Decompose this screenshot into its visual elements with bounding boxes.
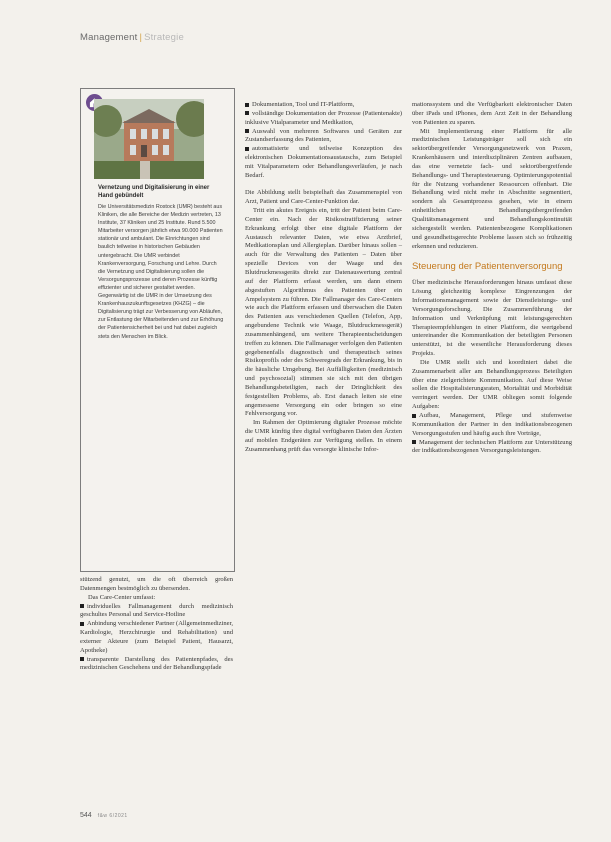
- running-header: Management | Strategie: [80, 32, 184, 43]
- column-1: [80, 576, 233, 673]
- bullet-square-icon: [245, 129, 249, 133]
- magazine-name: f&w 6/2021: [97, 813, 128, 819]
- col1-bullet-1: individuelles Fallmanagement durch medizinisch geschultes Personal und Service-Hotline: [80, 602, 233, 619]
- col2-bullet-2: vollständige Dokumentation der Prozesse (Patientenakte) inklusive Vitalparameter und Medikation,: [245, 109, 402, 126]
- col2-bullet-1: Dokumentation, Tool und IT-Plattform,: [245, 101, 402, 110]
- col3-paragraph-2: Mit Implementierung einer Plattform für alle medizinischen Leistungsträger soll sich ein sektorübergreifender Versorgungsnetzwerk von Praxen, Krankenhäusern und interdisziplinären Zentren aufbauen, das eine vernetzte fach- und sektorübergreifende Behandlungs- und Therapiesteuerung. Optimierungspotential für die Nutzung vorhandener Ressourcen offenbart. Die Behandlung wird nicht mehr in Abschnitte segmentiert, sondern als Gesamtprozess gesehen, wie in einem einheitlichen Behandlungsübergreifenden Qualitätsmanagement und Behandlungskontinuität sichergestellt werden. Patientenbezogene Komplikationen und gesundheitsgerechte Probleme lassen sich so frühzeitig erkennen und reduzieren.: [412, 127, 572, 250]
- page-number: 544: [80, 812, 92, 819]
- column-2: [245, 101, 402, 455]
- bullet-square-icon: [245, 111, 249, 115]
- col2-paragraph-1: Die Abbildung stellt beispielhaft das Zusammenspiel von Arzt, Patient und Care-Center-Funktion dar.: [245, 189, 402, 206]
- section-heading: Steuerung der Patientenversorgung: [412, 261, 563, 273]
- bullet-square-icon: [80, 604, 84, 608]
- col1-paragraph-2: Das Care-Center umfasst:: [88, 593, 156, 601]
- subsection-label: Strategie: [144, 32, 184, 43]
- bullet-square-icon: [80, 622, 84, 626]
- col3-bullet-2: Management der technischen Plattform zur Unterstützung der indikationsbezogenen Versorgungsleistungen.: [412, 438, 572, 455]
- bullet-square-icon: [245, 147, 249, 151]
- page-footer: [80, 812, 128, 819]
- col3-paragraph-3: Über medizinische Herausforderungen hinaus umfasst diese Lösung gleichzeitig komplexe Eingrenzungen der Informationsmanagement sowie der Dienstleistungs- und Versorgungsforschung. Die Zusammenführung der Information und Verknüpfung mit leistungsgerechten Therapieempfehlungen in einer Plattform, die wertgebend untereinander die Kommunikation der beteiligten Personen unterstützt, ist die wesentliche Herausforderung dieses Projekts.: [412, 279, 572, 358]
- column-3: [412, 101, 572, 456]
- sidebar-title: Vernetzung und Digitalisierung in einer Hand gebündelt: [98, 185, 210, 199]
- info-sidebar-card: [80, 88, 235, 572]
- section-label: Management: [80, 32, 138, 43]
- sidebar-body-text: Die Universitätsmedizin Rostock (UMR) besteht aus Kliniken, die alle Bereiche der Medizin vertreten, 13 Institute, 37 Kliniken und 25 Institute. Rund 5.500 Mitarbeiter versorgen jährlich etwa 90.000 Patienten stationär und ambulant. Die Einrichtungen sind baulich teilweise in historischen Gebäuden untergebracht. Die UMR verbindet Krankenversorgung, Forschung und Lehre. Durch die Vernetzung und Digitalisierung sollen die Versorgungsprozesse und deren Prozesse künftig effizienter und sicherer gestaltet werden. Gegenwärtig ist die UMR in der Umsetzung des Krankenhauszukunftsgesetzes (KHZG) – die Digitalisierung trägt zur Verbesserung von Abläufen, zur Entlastung der Mitarbeitenden und zur Erhöhung der Patientensicherheit bei und hat dabei zugleich stets den Menschen im Blick.: [98, 204, 224, 340]
- col3-bullet-1: Aufbau, Management, Pflege und stufenweise Kommunikation der Partner in den indikationsbezogenen Versorgungsstufen und häufig auch ihre Vorträge,: [412, 412, 572, 437]
- col1-bullet-3: transparente Darstellung des Patientenpfades, des medizinischen Geschehens und der Behandlungspfade: [80, 655, 233, 672]
- bullet-square-icon: [412, 440, 416, 444]
- bullet-square-icon: [412, 414, 416, 418]
- col2-bullet-4: automatisierte und teilweise Konzeption des elektronischen Dokumentationsaustauschs, zum Beispiel mit Vitalparametern oder Behandlungsverläufen, je nach Bedarf.: [245, 145, 402, 179]
- col1-bullet-2: Anbindung verschiedener Partner (Allgemeinmediziner, Kardiologie, Herzchirurgie und Rehabilitation) und externer Akteure (zum Beispiel Patient, Hausarzt, Apotheke): [80, 620, 233, 654]
- bullet-square-icon: [80, 657, 84, 661]
- sidebar-body: [98, 203, 224, 341]
- col3-paragraph-4: Die UMR stellt sich und koordiniert dabei die Zusammenarbeit aller am Behandlungsprozess Beteiligten über eine zielgerichtete Kommunikation. Auf diese Weise sollen die Hospitalisierungsraten, Mortalität und Morbidität verringert werden. Der UMR obliegen somit folgende Aufgaben:: [412, 358, 572, 411]
- col2-paragraph-3: Im Rahmen der Optimierung digitaler Prozesse möchte die UMR künftig ihre digital verfügbaren Daten den Ärzten auf mobilen Endgeräten zur Verfügung stellen. In einem Zusammenhang prüft das versorgte klinische Infor-: [245, 419, 402, 453]
- bullet-square-icon: [245, 103, 249, 107]
- col2-bullet-3: Auswahl von mehreren Softwares und Geräten zur Zustandserfassung des Patienten,: [245, 127, 402, 144]
- col3-paragraph-1: mationssystem und die Verfügbarkeit elektronischer Daten über iPads und iPhones, dem Arzt Zeit in der Behandlung von Patienten zu sparen.: [412, 101, 572, 126]
- col2-paragraph-2: Tritt ein akutes Ereignis ein, tritt der Patient beim Care-Center ein. Nach der Risikostratifizierung seiner Erkrankung erfolgt über eine digitale Plattform der Austausch relevanter Daten, wie etwa Arztbrief, Medikationsplan und Allergieplan. Darüber hinaus sollen – auch für die Verwaltung des Patienten – Daten über spezielle Devices von der Waage und des Blutdruckmessgeräts direkt zur Datenauswertung zentral auf der Plattform erfasst werden, um dann einem abgestuften Algorithmus des Patienten über ein Ampelsystem zu führen. Die Fallmanager des Care-Centers wie auch die Plattform erfassen und überwachen die Daten des Patienten aus verschiedenen Quellen (Telefon, App, angebundene Technik wie Waage, Blutdruckmessgerät) zusammenhängend, um weitere Therapieentscheidungen treffen zu können. Die Fallmanager verfolgen den Patienten gegebenenfalls diagnostisch und therapeutisch seines Risikoprofils oder des Schweregrads der Erkrankung, bis in die häusliche Umgebung. Bei Auffälligkeiten (medizinisch und psychosozial) stimmen sie sich mit den übrigen Behandlungsbeteiligten, nach der Dringlichkeit des festgestellten Problems, ab. Erst danach leiten sie eine angemessene Versorgung ein oder bringen so eine Fehlversorgung vor.: [245, 207, 402, 418]
- building-photo: [94, 99, 204, 179]
- col1-paragraph-1: stützend genutzt, um die oft überreich großen Datenmengen bestmöglich zu übersenden.: [80, 576, 233, 592]
